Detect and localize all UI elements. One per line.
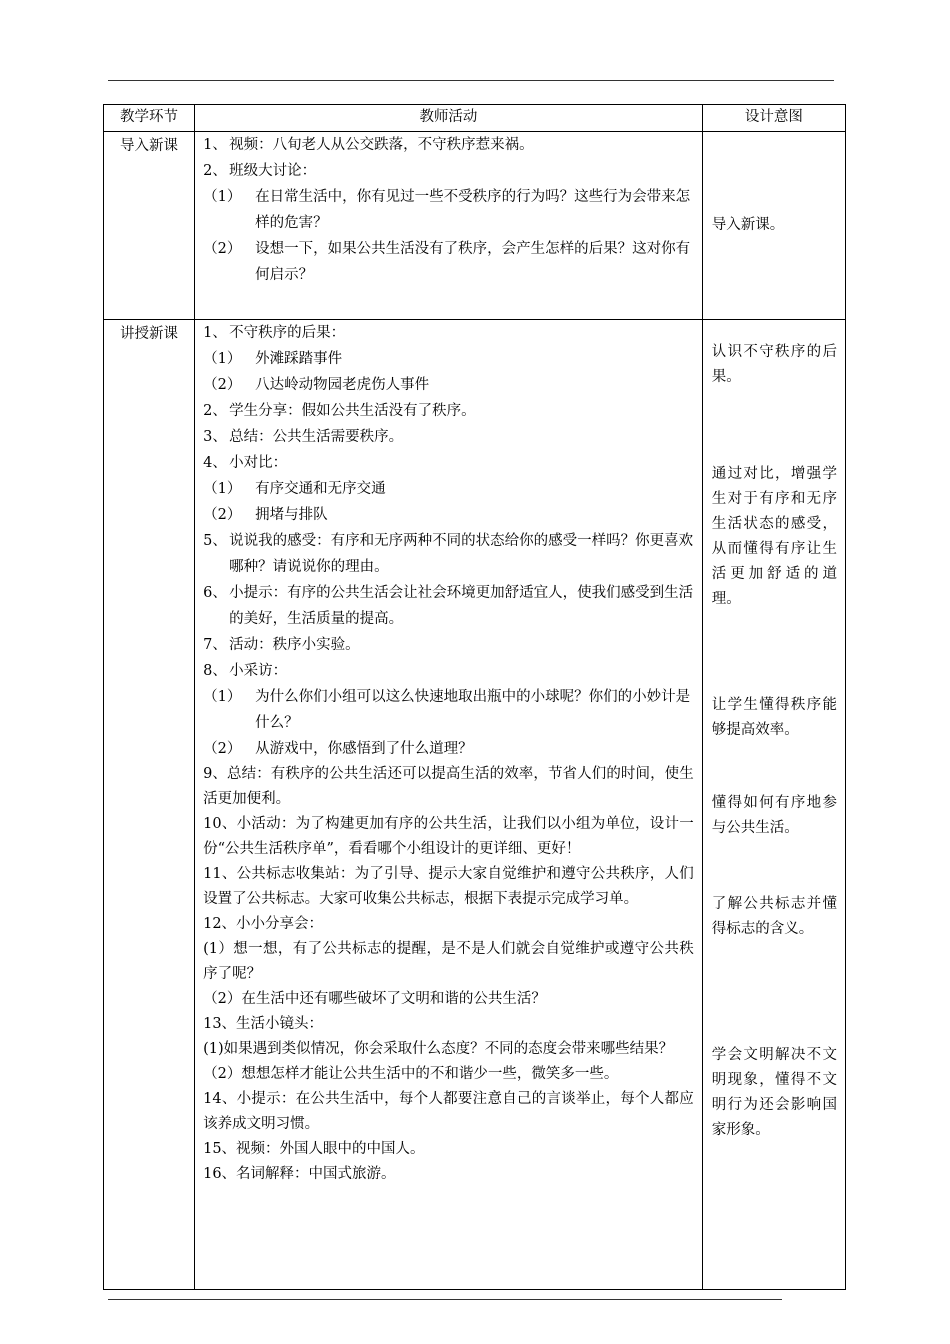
lesson-plan-table xyxy=(103,104,846,1290)
header-intent: 设计意图 xyxy=(702,105,845,132)
list-item: 12、小小分享会： xyxy=(203,916,324,932)
list-item: 2、 学生分享：假如公共生活没有了秩序。 xyxy=(203,403,476,419)
header-activity: 教师活动 xyxy=(195,105,703,132)
list-item: （1） 在日常生活中，你有见过一些不受秩序的行为吗？这些行为会带来怎样的危害？ xyxy=(203,189,691,231)
footer-rule xyxy=(108,1299,782,1300)
list-item: （2） 拥堵与排队 xyxy=(203,507,328,523)
list-item: 9、总结：有秩序的公共生活还可以提高生活的效率，节省人们的时间，使生活更加便利。 xyxy=(203,766,694,807)
intent-intro xyxy=(702,132,845,320)
list-item: （2） 八达岭动物园老虎伤人事件 xyxy=(203,377,430,393)
intent-note: 学会文明解决不文明现象，懂得不文明行为还会影响国家形象。 xyxy=(711,1047,837,1138)
intent-note: 让学生懂得秩序能够提高效率。 xyxy=(711,697,837,738)
activity-intro xyxy=(195,132,703,320)
list-item: 8、 小采访： xyxy=(203,663,288,679)
intent-note: 了解公共标志并懂得标志的含义。 xyxy=(711,896,837,937)
list-item: 2、 班级大讨论： xyxy=(203,163,317,179)
activity-lecture xyxy=(195,320,703,1290)
list-item: 15、视频：外国人眼中的中国人。 xyxy=(203,1141,425,1157)
list-item: 11、公共标志收集站：为了引导、提示大家自觉维护和遵守公共秩序，人们设置了公共标志。大家可收集公共标志，根据下表提示完成学习单。 xyxy=(203,866,694,907)
list-item: 14、小提示：在公共生活中，每个人都要注意自己的言谈举止，每个人都应该养成文明习惯。 xyxy=(203,1091,694,1132)
list-item: （2） 设想一下，如果公共生活没有了秩序，会产生怎样的后果？这对你有何启示？ xyxy=(203,241,691,283)
list-item: 5、 说说我的感受：有序和无序两种不同的状态给你的感受一样吗？你更喜欢哪种？请说说你的理由。 xyxy=(203,533,694,575)
table-row-intro xyxy=(104,132,846,320)
list-item: （1） 外滩踩踏事件 xyxy=(203,351,343,367)
list-item: （2）在生活中还有哪些破坏了文明和谐的公共生活？ xyxy=(203,991,546,1007)
stage-intro: 导入新课 xyxy=(104,132,195,320)
intent-note: 导入新课。 xyxy=(711,217,785,233)
intent-lecture xyxy=(702,320,845,1290)
list-item: 3、 总结：公共生活需要秩序。 xyxy=(203,429,404,445)
list-item: (1）想一想，有了公共标志的提醒，是不是人们就会自觉维护或遵守公共秩序了呢？ xyxy=(203,941,694,982)
list-item: （2） 从游戏中，你感悟到了什么道理？ xyxy=(203,741,473,757)
intent-note: 通过对比，增强学生对于有序和无序生活状态的感受，从而懂得有序让生活更加舒适的道理。 xyxy=(711,466,837,607)
list-item: 1、 不守秩序的后果： xyxy=(203,325,346,341)
list-item: （2）想想怎样才能让公共生活中的不和谐少一些，微笑多一些。 xyxy=(203,1066,619,1082)
list-item: 10、小活动：为了构建更加有序的公共生活，让我们以小组为单位，设计一份“公共生活秩序单”，看看哪个小组设计的更详细、更好！ xyxy=(203,816,694,857)
list-item: 13、生活小镜头： xyxy=(203,1016,324,1032)
list-item: 1、 视频：八旬老人从公交跌落，不守秩序惹来祸。 xyxy=(203,137,534,153)
list-item: (1)如果遇到类似情况，你会采取什么态度？不同的态度会带来哪些结果？ xyxy=(203,1041,674,1057)
table-row-lecture xyxy=(104,320,846,1290)
list-item: （1） 为什么你们小组可以这么快速地取出瓶中的小球呢？你们的小妙计是什么？ xyxy=(203,689,691,731)
header-rule xyxy=(108,80,834,81)
table-header-row xyxy=(104,105,846,132)
stage-lecture: 讲授新课 xyxy=(104,320,195,1290)
list-item: 16、名词解释：中国式旅游。 xyxy=(203,1166,396,1182)
intent-note: 懂得如何有序地参与公共生活。 xyxy=(711,795,837,836)
header-stage: 教学环节 xyxy=(104,105,195,132)
list-item: 6、 小提示：有序的公共生活会让社会环境更加舒适宜人，使我们感受到生活的美好，生活质量的提高。 xyxy=(203,585,694,627)
intent-note: 认识不守秩序的后果。 xyxy=(711,344,837,385)
list-item: 7、 活动：秩序小实验。 xyxy=(203,637,360,653)
list-item: 4、 小对比： xyxy=(203,455,288,471)
list-item: （1） 有序交通和无序交通 xyxy=(203,481,386,497)
